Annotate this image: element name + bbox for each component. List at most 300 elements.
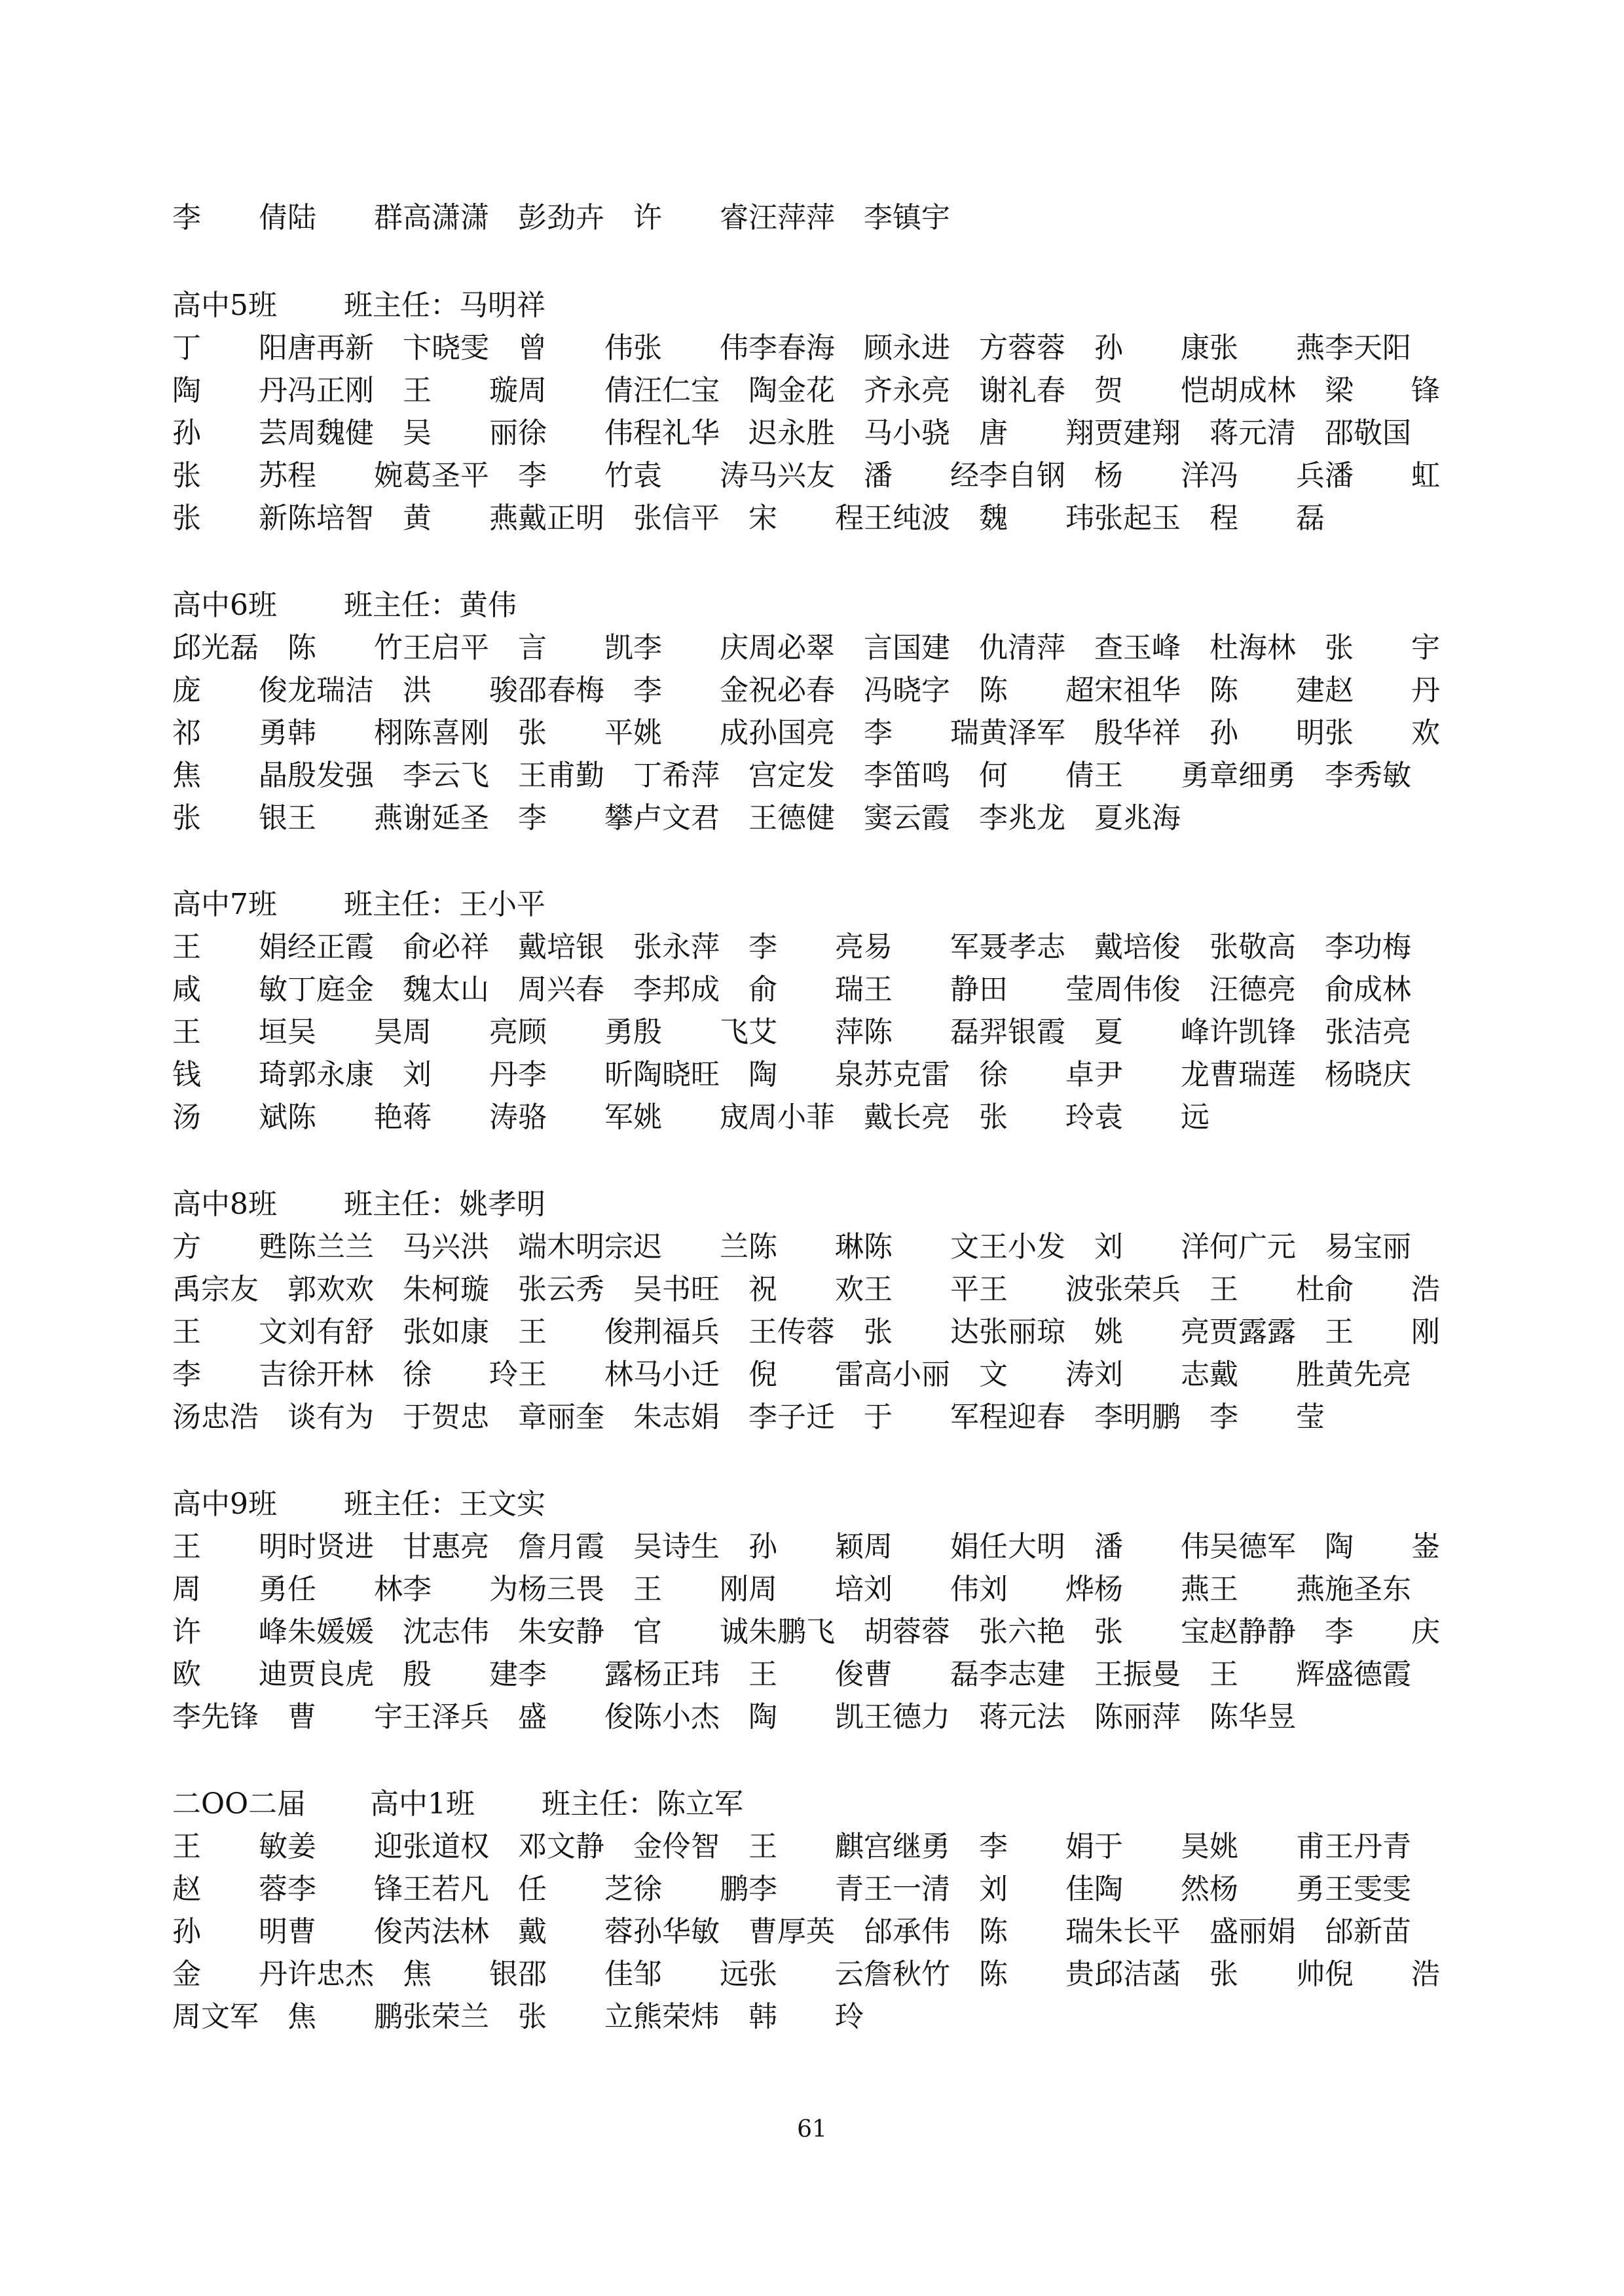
student-name: 赵 丹	[1325, 674, 1440, 707]
student-name: 文 涛	[979, 1358, 1094, 1391]
student-name: 张 苏	[172, 459, 287, 492]
student-row	[172, 1228, 1482, 1267]
student-row	[172, 329, 1482, 368]
student-name: 言 凯	[518, 631, 633, 665]
student-name: 李明鹏	[1094, 1400, 1181, 1434]
student-name: 俞必祥	[403, 930, 489, 964]
student-name: 王一清	[864, 1872, 950, 1906]
student-name: 唐 翔	[979, 416, 1094, 450]
student-name: 刘 丹	[403, 1058, 518, 1091]
student-name: 汤 斌	[172, 1101, 287, 1134]
student-row	[172, 756, 1482, 795]
student-name: 王 平	[864, 1273, 979, 1306]
student-name: 尹 龙	[1094, 1058, 1209, 1091]
student-name: 李 吉	[172, 1358, 287, 1391]
student-name: 欧 迪	[172, 1658, 287, 1691]
student-name: 吴 丽	[403, 416, 518, 450]
student-name: 潘 伟	[1094, 1530, 1209, 1563]
student-name: 骆 军	[518, 1101, 633, 1134]
student-name: 顾永进	[864, 331, 950, 365]
student-name: 戴 蓉	[518, 1915, 633, 1948]
student-name: 丁 阳	[172, 331, 287, 365]
student-name: 王雯雯	[1325, 1872, 1411, 1906]
student-name: 祝 欢	[748, 1273, 864, 1306]
student-name: 章细勇	[1209, 759, 1296, 792]
student-name: 汤忠浩	[172, 1400, 259, 1434]
student-name: 宋 程	[748, 501, 864, 535]
student-name: 杜海林	[1209, 631, 1296, 665]
student-name: 戴长亮	[864, 1101, 950, 1134]
student-name: 郭欢欢	[287, 1273, 374, 1306]
student-name: 邵 佳	[518, 1958, 633, 1991]
student-name: 张 伟	[633, 331, 748, 365]
student-name: 宫继勇	[864, 1830, 950, 1863]
student-name: 戴 胜	[1209, 1358, 1325, 1391]
student-name: 周兴春	[518, 973, 604, 1006]
student-name: 姜 迎	[287, 1830, 403, 1863]
continuation-row	[172, 198, 1482, 238]
student-name: 郭永康	[287, 1058, 374, 1091]
student-name: 张道权	[403, 1830, 489, 1863]
class-name: 高中1班	[370, 1787, 475, 1821]
student-name: 陶金花	[748, 374, 835, 407]
student-name: 王 杜	[1209, 1273, 1325, 1306]
student-name: 张 燕	[1209, 331, 1325, 365]
student-name: 焦 鹏	[287, 2000, 403, 2033]
class-header	[172, 1785, 958, 1824]
student-name: 杨 燕	[1094, 1573, 1209, 1606]
student-name: 姚 宬	[633, 1101, 748, 1134]
student-name: 陶 泉	[748, 1058, 864, 1091]
student-name: 张 立	[518, 2000, 633, 2033]
student-name: 陈培智	[287, 501, 374, 535]
student-name: 王 璇	[403, 374, 518, 407]
student-name: 王 辉	[1209, 1658, 1325, 1691]
student-name: 李 瑞	[864, 716, 979, 750]
student-name: 黄先亮	[1325, 1358, 1411, 1391]
student-name: 周 勇	[172, 1573, 287, 1606]
student-name: 徐 卓	[979, 1058, 1094, 1091]
student-row	[172, 799, 1482, 838]
student-name: 张云秀	[518, 1273, 604, 1306]
student-name: 苏克雷	[864, 1058, 950, 1091]
head-teacher-label: 班主任：王小平	[344, 888, 545, 921]
student-name: 王 勇	[1094, 759, 1209, 792]
class-header	[172, 586, 958, 625]
student-name: 李笛鸣	[864, 759, 950, 792]
student-name: 祝必春	[748, 674, 835, 707]
student-name: 倪 雷	[748, 1358, 864, 1391]
student-name: 谢礼春	[979, 374, 1065, 407]
student-name: 邱光磊	[172, 631, 259, 665]
student-name: 李 莹	[1209, 1400, 1325, 1434]
class-header	[172, 286, 958, 325]
student-name: 任大明	[979, 1530, 1065, 1563]
student-name: 张如康	[403, 1315, 489, 1349]
student-name: 洪 骏	[403, 674, 518, 707]
student-name: 官 诚	[633, 1615, 748, 1649]
student-row	[172, 1313, 1482, 1352]
student-name: 邱洁菡	[1094, 1958, 1181, 1991]
student-name: 张荣兵	[1094, 1273, 1181, 1306]
student-name: 杨 勇	[1209, 1872, 1325, 1906]
student-name: 王 波	[979, 1273, 1094, 1306]
student-row	[172, 1570, 1482, 1609]
student-row	[172, 1013, 1482, 1052]
student-name: 张丽琼	[979, 1315, 1065, 1349]
student-name: 李镇宇	[864, 201, 950, 234]
student-name: 张起玉	[1094, 501, 1181, 535]
student-name: 李 露	[518, 1658, 633, 1691]
student-name: 殷 飞	[633, 1015, 748, 1049]
student-row	[172, 1698, 1482, 1737]
student-name: 端木明宗	[518, 1230, 633, 1264]
student-name: 陶 丹	[172, 374, 287, 407]
student-name: 魏 玮	[979, 501, 1094, 535]
student-name: 高小丽	[864, 1358, 950, 1391]
student-name: 沈志伟	[403, 1615, 489, 1649]
student-name: 谢延圣	[403, 801, 489, 835]
student-name: 吴 昊	[287, 1015, 403, 1049]
student-name: 邓文静	[518, 1830, 604, 1863]
student-name: 李志建	[979, 1658, 1065, 1691]
student-name: 易宝丽	[1325, 1230, 1411, 1264]
student-name: 彭劲卉	[518, 201, 604, 234]
student-name: 周 培	[748, 1573, 864, 1606]
student-name: 金 丹	[172, 1958, 287, 1991]
student-name: 陆 群	[287, 201, 403, 234]
student-row	[172, 1527, 1482, 1567]
student-name: 潘 经	[864, 459, 979, 492]
student-row	[172, 1827, 1482, 1867]
student-name: 芮法林	[403, 1915, 489, 1948]
student-name: 徐 玲	[403, 1358, 518, 1391]
student-name: 李 锋	[287, 1872, 403, 1906]
student-name: 何 倩	[979, 759, 1094, 792]
student-name: 贾建翔	[1094, 416, 1181, 450]
student-name: 王 文	[172, 1315, 287, 1349]
student-name: 张 达	[864, 1315, 979, 1349]
student-name: 李子迁	[748, 1400, 835, 1434]
student-name: 王 林	[518, 1358, 633, 1391]
student-name: 王甫勤	[518, 759, 604, 792]
student-name: 王丹青	[1325, 1830, 1411, 1863]
student-row	[172, 1655, 1482, 1694]
student-row	[172, 414, 1482, 453]
student-name: 魏太山	[403, 973, 489, 1006]
student-name: 徐 鹏	[633, 1872, 748, 1906]
student-name: 邰承伟	[864, 1915, 950, 1948]
student-name: 张 平	[518, 716, 633, 750]
student-name: 张 宝	[1094, 1615, 1209, 1649]
student-name: 汪德亮	[1209, 973, 1296, 1006]
student-name: 周伟俊	[1094, 973, 1181, 1006]
student-name: 黄泽军	[979, 716, 1065, 750]
student-name: 李 攀	[518, 801, 633, 835]
student-name: 马小迁	[633, 1358, 720, 1391]
student-name: 丁希萍	[633, 759, 720, 792]
student-name: 曹厚英	[748, 1915, 835, 1948]
student-name: 王振曼	[1094, 1658, 1181, 1691]
student-row	[172, 1355, 1482, 1394]
student-name: 曹 俊	[287, 1915, 403, 1948]
class-name: 高中7班	[172, 888, 277, 921]
student-name: 俞 浩	[1325, 1273, 1440, 1306]
student-name: 程礼华	[633, 416, 720, 450]
student-name: 孙 明	[1209, 716, 1325, 750]
student-name: 刘 志	[1094, 1358, 1209, 1391]
student-name: 俞 瑞	[748, 973, 864, 1006]
class-header	[172, 1485, 958, 1524]
student-name: 陈小杰	[633, 1700, 720, 1734]
student-name: 邹 远	[633, 1958, 748, 1991]
student-name: 许凯锋	[1209, 1015, 1296, 1049]
student-name: 张敬高	[1209, 930, 1296, 964]
student-name: 张 欢	[1325, 716, 1440, 750]
student-name: 张 银	[172, 801, 287, 835]
student-name: 陈 琳	[748, 1230, 864, 1264]
student-name: 王 静	[864, 973, 979, 1006]
student-name: 夏 峰	[1094, 1015, 1209, 1049]
student-name: 袁 涛	[633, 459, 748, 492]
student-name: 姚 亮	[1094, 1315, 1209, 1349]
student-name: 经正霞	[287, 930, 374, 964]
student-name: 詹秋竹	[864, 1958, 950, 1991]
student-name: 吴书旺	[633, 1273, 720, 1306]
student-row	[172, 1997, 1482, 2037]
student-name: 张永萍	[633, 930, 720, 964]
student-name: 周 倩	[518, 374, 633, 407]
student-name: 陈华昱	[1209, 1700, 1296, 1734]
student-name: 陈 磊	[864, 1015, 979, 1049]
student-name: 羿银霞	[979, 1015, 1065, 1049]
student-name: 贺 恺	[1094, 374, 1209, 407]
student-row	[172, 714, 1482, 753]
student-name: 许 睿	[633, 201, 748, 234]
student-row	[172, 456, 1482, 496]
student-name: 盛 俊	[518, 1700, 633, 1734]
student-name: 艾 萍	[748, 1015, 864, 1049]
student-name: 葛圣平	[403, 459, 489, 492]
student-name: 李 亮	[748, 930, 864, 964]
student-name: 倪 浩	[1325, 1958, 1440, 1991]
student-name: 唐再新	[287, 331, 374, 365]
student-name: 马小骁	[864, 416, 950, 450]
student-name: 周 娟	[864, 1530, 979, 1563]
student-name: 王小发	[979, 1230, 1065, 1264]
graduation-year: 二OO二届	[172, 1787, 306, 1821]
class-header	[172, 1185, 958, 1224]
student-name: 李 金	[633, 674, 748, 707]
student-name: 戴正明	[518, 501, 604, 535]
student-name: 章丽奎	[518, 1400, 604, 1434]
student-name: 熊荣炜	[633, 2000, 720, 2033]
student-name: 田 莹	[979, 973, 1094, 1006]
student-name: 蒋元法	[979, 1700, 1065, 1734]
student-name: 李春海	[748, 331, 835, 365]
student-name: 王纯波	[864, 501, 950, 535]
student-name: 李自钢	[979, 459, 1065, 492]
student-name: 施圣东	[1325, 1573, 1411, 1606]
student-name: 李 竹	[518, 459, 633, 492]
student-name: 祁 勇	[172, 716, 287, 750]
student-name: 李 为	[403, 1573, 518, 1606]
student-row	[172, 629, 1482, 668]
student-name: 张 帅	[1209, 1958, 1325, 1991]
student-name: 李兆龙	[979, 801, 1065, 835]
class-name: 高中8班	[172, 1188, 277, 1221]
student-name: 王泽兵	[403, 1700, 489, 1734]
student-name: 李天阳	[1325, 331, 1411, 365]
student-name: 陈 竹	[287, 631, 403, 665]
student-name: 刘 烨	[979, 1573, 1094, 1606]
student-name: 卢文君	[633, 801, 720, 835]
student-name: 刘有舒	[287, 1315, 374, 1349]
student-name: 龙瑞洁	[287, 674, 374, 707]
student-name: 赵 蓉	[172, 1872, 287, 1906]
student-name: 李秀敏	[1325, 759, 1411, 792]
student-row	[172, 1098, 1482, 1137]
student-name: 姚 成	[633, 716, 748, 750]
student-row	[172, 1398, 1482, 1437]
student-name: 窦云霞	[864, 801, 950, 835]
student-name: 曾 伟	[518, 331, 633, 365]
student-name: 马兴友	[748, 459, 835, 492]
student-name: 刘 洋	[1094, 1230, 1209, 1264]
student-name: 陈丽萍	[1094, 1700, 1181, 1734]
student-name: 顾 勇	[518, 1015, 633, 1049]
student-name: 张 宇	[1325, 631, 1440, 665]
student-name: 王启平	[403, 631, 489, 665]
student-name: 李 庆	[1325, 1615, 1440, 1649]
student-name: 朱鹏飞	[748, 1615, 835, 1649]
student-name: 王 俊	[748, 1658, 864, 1691]
student-name: 李邦成	[633, 973, 720, 1006]
head-teacher-label: 班主任：马明祥	[344, 289, 545, 322]
student-name: 殷发强	[287, 759, 374, 792]
student-name: 王 明	[172, 1530, 287, 1563]
student-name: 戴培银	[518, 930, 604, 964]
student-name: 夏兆海	[1094, 801, 1181, 835]
student-name: 禹宗友	[172, 1273, 259, 1306]
student-name: 宫定发	[748, 759, 835, 792]
student-name: 邵春梅	[518, 674, 604, 707]
student-name: 迟永胜	[748, 416, 835, 450]
student-name: 查玉峰	[1094, 631, 1181, 665]
student-name: 王 俊	[518, 1315, 633, 1349]
student-name: 宋祖华	[1094, 674, 1181, 707]
student-name: 陈 超	[979, 674, 1094, 707]
student-name: 殷 建	[403, 1658, 518, 1691]
student-name: 甘惠亮	[403, 1530, 489, 1563]
student-name: 杨正玮	[633, 1658, 720, 1691]
student-name: 周 亮	[403, 1015, 518, 1049]
student-name: 王 敏	[172, 1830, 287, 1863]
student-name: 杨 洋	[1094, 459, 1209, 492]
student-name: 吴诗生	[633, 1530, 720, 1563]
student-row	[172, 1912, 1482, 1952]
student-name: 贾露露	[1209, 1315, 1296, 1349]
student-name: 王 刚	[633, 1573, 748, 1606]
student-name: 陶 崟	[1325, 1530, 1440, 1563]
student-name: 李 昕	[518, 1058, 633, 1091]
student-name: 梁 锋	[1325, 374, 1440, 407]
student-name: 刘 佳	[979, 1872, 1094, 1906]
student-name: 王若凡	[403, 1872, 489, 1906]
student-name: 王 燕	[287, 801, 403, 835]
student-name: 方蓉蓉	[979, 331, 1065, 365]
student-name: 朱媛媛	[287, 1615, 374, 1649]
head-teacher-label: 班主任：王文实	[344, 1487, 545, 1521]
student-name: 方 甦	[172, 1230, 287, 1264]
class-header	[172, 885, 958, 924]
student-name: 谈有为	[287, 1400, 374, 1434]
student-name: 李功梅	[1325, 930, 1411, 964]
student-name: 张六艳	[979, 1615, 1065, 1649]
student-name: 陈兰兰	[287, 1230, 374, 1264]
student-name: 王德力	[864, 1700, 950, 1734]
student-name: 张信平	[633, 501, 720, 535]
student-name: 杨三畏	[518, 1573, 604, 1606]
student-name: 孙 芸	[172, 416, 287, 450]
student-name: 李 娟	[979, 1830, 1094, 1863]
student-name: 冯正刚	[287, 374, 374, 407]
class-name: 高中5班	[172, 289, 277, 322]
student-name: 卞晓雯	[403, 331, 489, 365]
student-row	[172, 1955, 1482, 1994]
student-name: 王传蓉	[748, 1315, 835, 1349]
student-name: 蒋 涛	[403, 1101, 518, 1134]
student-name: 陈 文	[864, 1230, 979, 1264]
student-name: 汪仁宝	[633, 374, 720, 407]
student-name: 咸 敏	[172, 973, 287, 1006]
student-name: 何广元	[1209, 1230, 1296, 1264]
student-row	[172, 1055, 1482, 1095]
student-name: 朱安静	[518, 1615, 604, 1649]
student-name: 曹 宇	[287, 1700, 403, 1734]
student-name: 程迎春	[979, 1400, 1065, 1434]
student-name: 徐 伟	[518, 416, 633, 450]
student-name: 邰新苗	[1325, 1915, 1411, 1948]
student-row	[172, 1870, 1482, 1909]
student-row	[172, 371, 1482, 410]
class-name: 高中6班	[172, 589, 277, 622]
student-name: 赵静静	[1209, 1615, 1296, 1649]
student-name: 李 庆	[633, 631, 748, 665]
class-name: 高中9班	[172, 1487, 277, 1521]
student-name: 贾良虎	[287, 1658, 374, 1691]
student-name: 陶 然	[1094, 1872, 1209, 1906]
student-name: 聂孝志	[979, 930, 1065, 964]
student-name: 于贺忠	[403, 1400, 489, 1434]
student-name: 张洁亮	[1325, 1015, 1411, 1049]
student-name: 仇清萍	[979, 631, 1065, 665]
student-name: 韩 玲	[748, 2000, 864, 2033]
head-teacher-label: 班主任：姚孝明	[344, 1188, 545, 1221]
student-name: 庞 俊	[172, 674, 287, 707]
student-name: 陈 建	[1209, 674, 1325, 707]
student-name: 盛丽娟	[1209, 1915, 1296, 1948]
student-row	[172, 499, 1482, 538]
student-name: 王 燕	[1209, 1573, 1325, 1606]
student-name: 刘 伟	[864, 1573, 979, 1606]
student-name: 朱志娟	[633, 1400, 720, 1434]
student-name: 王 娟	[172, 930, 287, 964]
student-name: 胡成林	[1209, 374, 1296, 407]
head-teacher-label: 班主任：陈立军	[542, 1787, 743, 1821]
student-name: 陈 贵	[979, 1958, 1094, 1991]
student-name: 冯晓字	[864, 674, 950, 707]
